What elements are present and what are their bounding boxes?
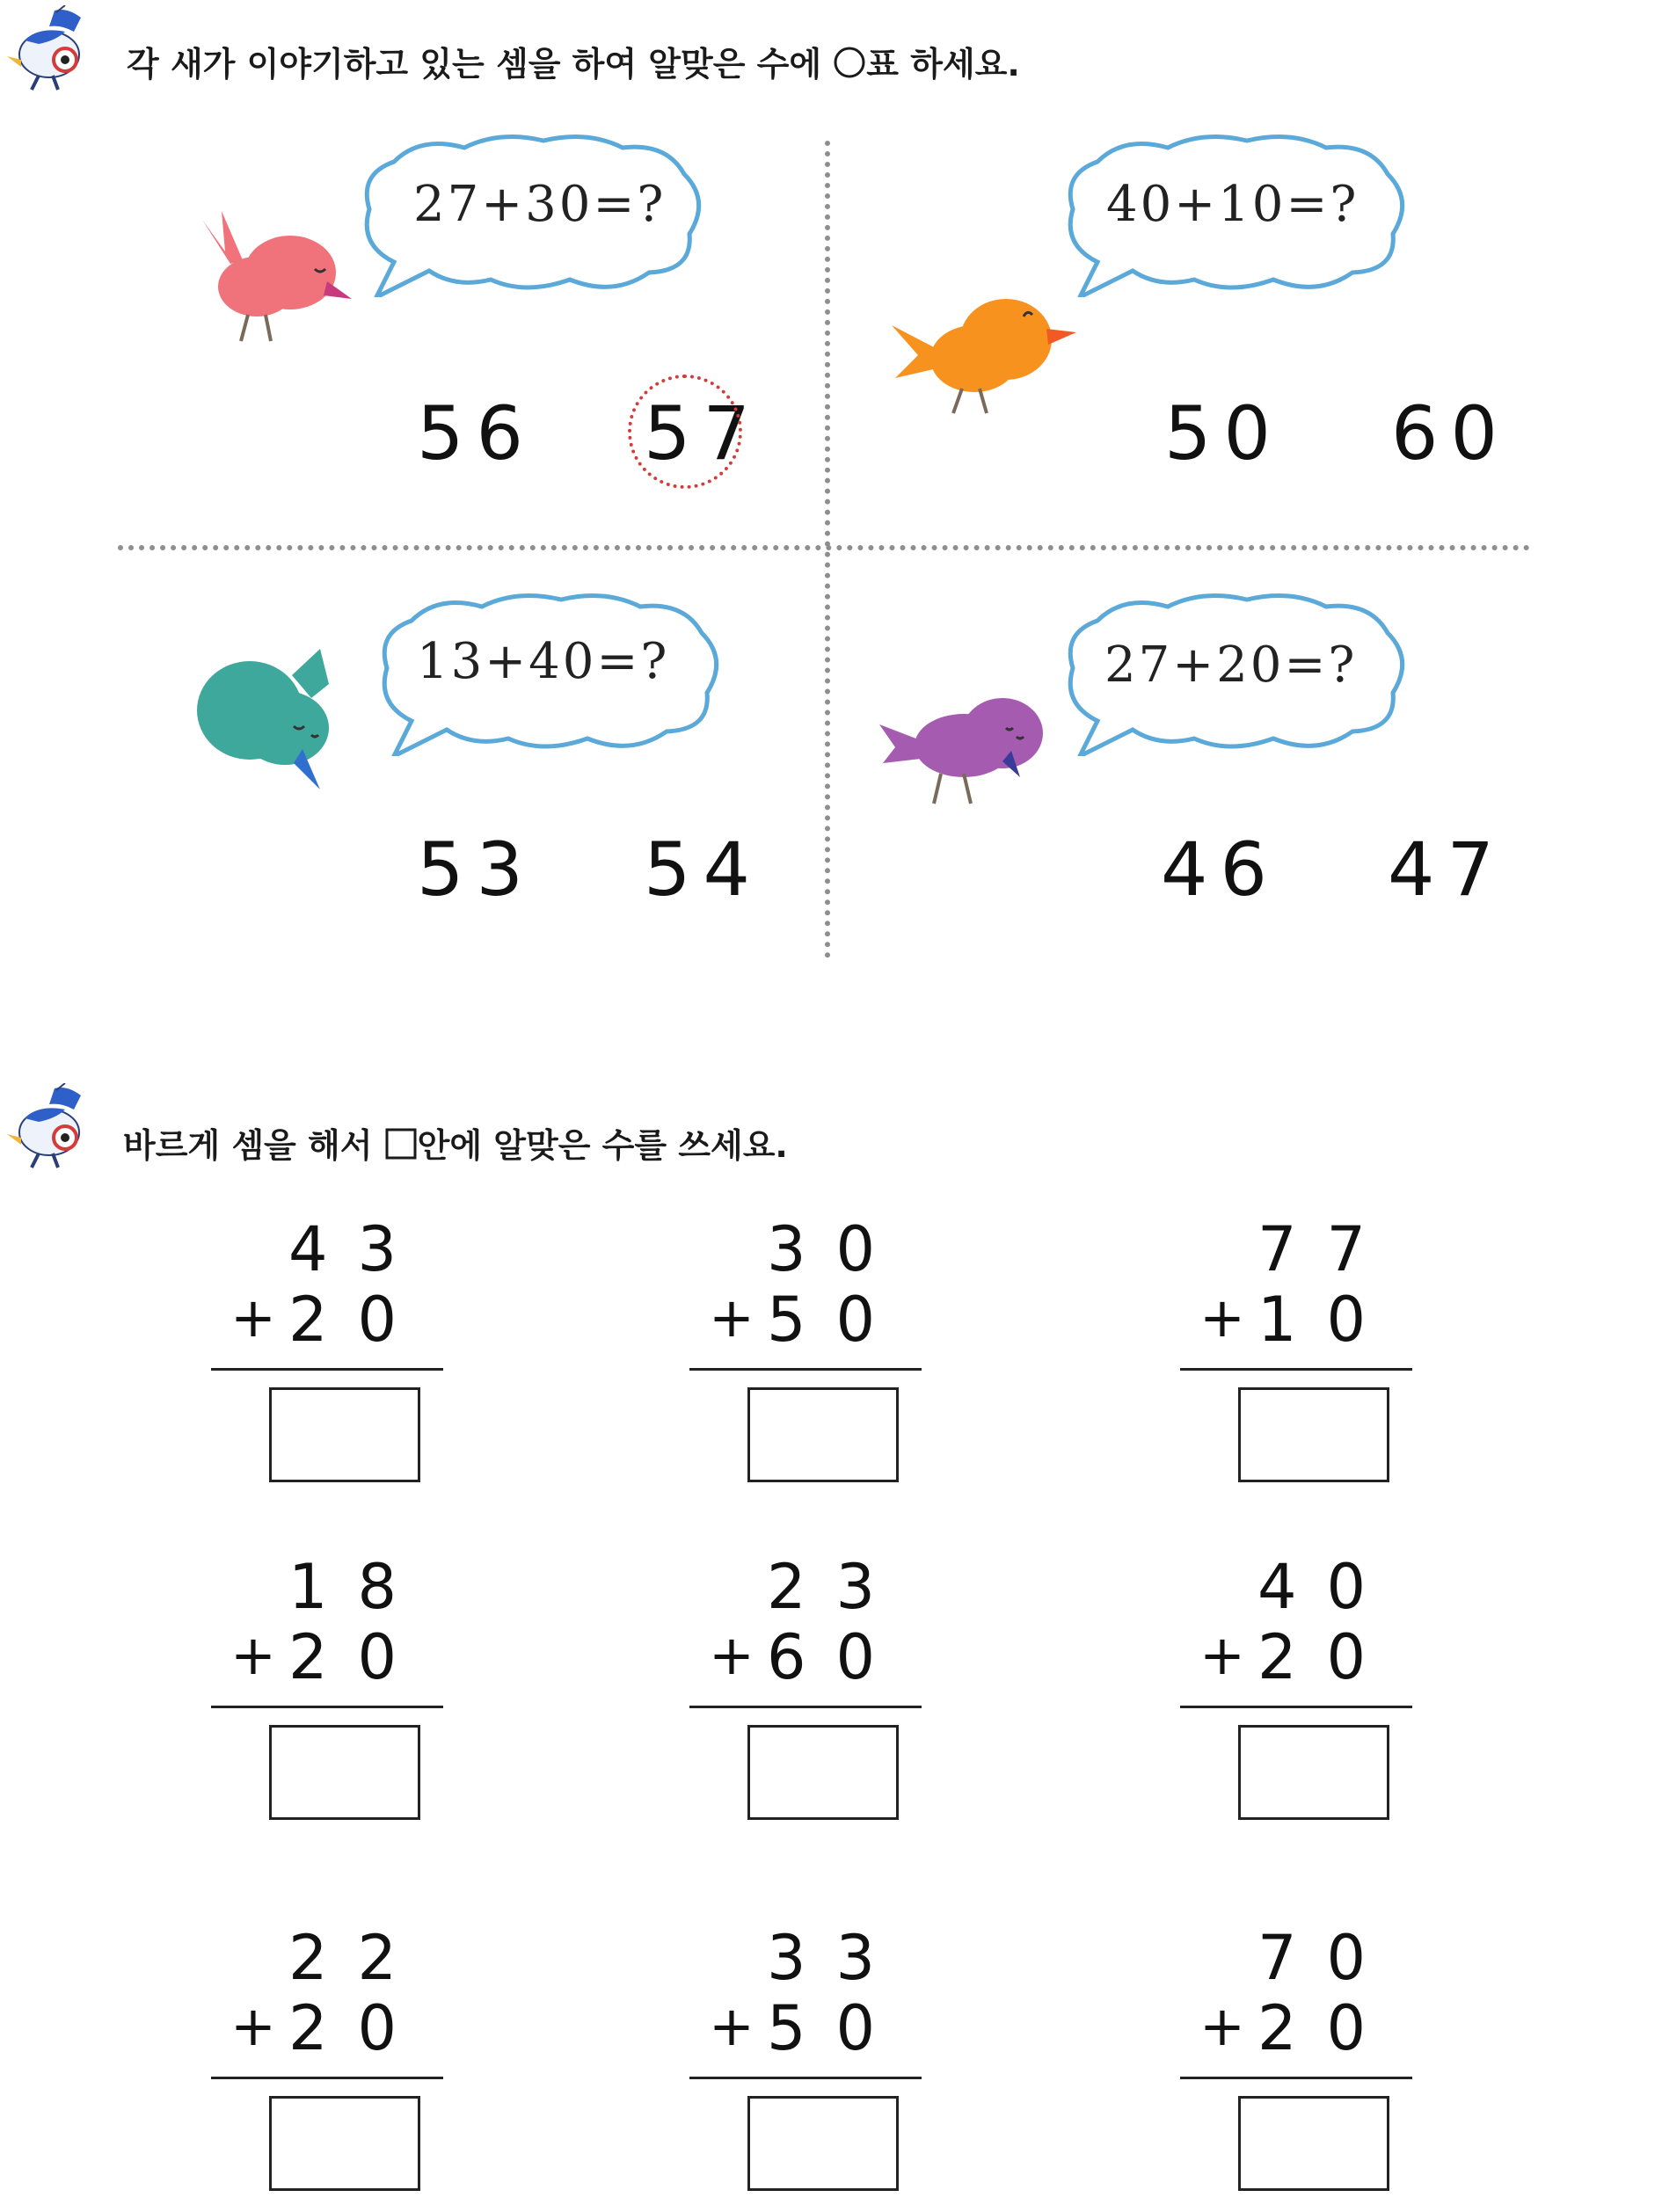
choice-q4-b[interactable]: 47 xyxy=(1388,826,1506,913)
plus-sign: + xyxy=(709,1623,754,1687)
sum-line xyxy=(1180,2077,1412,2079)
pink-bird-icon xyxy=(195,211,354,343)
addend-top: 33 xyxy=(767,1922,906,1994)
addend-top: 77 xyxy=(1257,1213,1396,1285)
choice-q4-a[interactable]: 46 xyxy=(1161,826,1279,913)
sum-line xyxy=(211,1706,443,1708)
instruction-text-part1: 바르게 셈을 해서 xyxy=(123,1126,384,1165)
bubble-equation-1: 27+30=? xyxy=(413,176,667,233)
addend-bottom: 10 xyxy=(1257,1284,1396,1356)
addition-problem xyxy=(689,1922,927,2212)
answer-box[interactable] xyxy=(269,1387,420,1482)
bubble-equation-2: 40+10=? xyxy=(1106,176,1359,233)
addition-problem xyxy=(689,1551,927,1841)
answer-circle-mark xyxy=(628,375,742,489)
addend-bottom: 20 xyxy=(288,1621,427,1693)
sum-line xyxy=(689,2077,922,2079)
choice-q1-b[interactable]: 57 xyxy=(644,390,762,477)
sum-line xyxy=(1180,1368,1412,1371)
section1-instruction xyxy=(127,37,1020,87)
addition-problem xyxy=(1180,1213,1418,1503)
choice-q2-b[interactable]: 60 xyxy=(1391,390,1510,477)
addend-bottom: 60 xyxy=(767,1621,906,1693)
teal-bird-icon xyxy=(188,631,338,789)
plus-sign: + xyxy=(709,1994,754,2058)
bird-mascot-icon xyxy=(4,1083,91,1171)
addition-problem xyxy=(211,1213,448,1503)
answer-box[interactable] xyxy=(269,2096,420,2191)
addition-problem xyxy=(211,1922,448,2212)
answer-box[interactable] xyxy=(1238,2096,1389,2191)
addition-problem xyxy=(1180,1922,1418,2212)
addend-top: 70 xyxy=(1257,1922,1396,1994)
sum-line xyxy=(689,1706,922,1708)
sum-line xyxy=(211,1368,443,1371)
sum-line xyxy=(689,1368,922,1371)
addend-top: 40 xyxy=(1257,1551,1396,1623)
addend-top: 30 xyxy=(767,1213,906,1285)
horizontal-divider xyxy=(118,545,1530,550)
addition-problem xyxy=(1180,1551,1418,1841)
answer-box[interactable] xyxy=(747,1387,899,1482)
bubble-equation-3: 13+40=? xyxy=(417,633,670,690)
answer-box[interactable] xyxy=(747,1725,899,1820)
choice-q1-a[interactable]: 56 xyxy=(417,390,536,477)
plus-sign: + xyxy=(1199,1994,1245,2058)
answer-box[interactable] xyxy=(1238,1387,1389,1482)
bubble-equation-4: 27+20=? xyxy=(1104,637,1358,694)
addend-bottom: 20 xyxy=(1257,1992,1396,2064)
plus-sign: + xyxy=(230,1623,276,1687)
sum-line xyxy=(211,2077,443,2079)
choice-q3-b[interactable]: 54 xyxy=(644,826,762,913)
bird-mascot-icon xyxy=(4,5,91,93)
plus-sign: + xyxy=(1199,1623,1245,1687)
addend-bottom: 20 xyxy=(288,1284,427,1356)
circle-outline-icon xyxy=(833,46,866,87)
addend-top: 18 xyxy=(288,1551,427,1623)
addend-bottom: 50 xyxy=(767,1992,906,2064)
plus-sign: + xyxy=(1199,1285,1245,1350)
plus-sign: + xyxy=(709,1285,754,1350)
plus-sign: + xyxy=(230,1285,276,1350)
instruction-text-part1: 각 새가 이야기하고 있는 셈을 하여 알맞은 수에 xyxy=(127,45,834,84)
instruction-text-part2: 안에 알맞은 수를 쓰세요. xyxy=(417,1126,788,1165)
orange-bird-icon xyxy=(892,287,1076,418)
plus-sign: + xyxy=(230,1994,276,2058)
addend-bottom: 20 xyxy=(1257,1621,1396,1693)
answer-box[interactable] xyxy=(747,2096,899,2191)
choice-q3-a[interactable]: 53 xyxy=(417,826,536,913)
addend-top: 22 xyxy=(288,1922,427,1994)
addend-top: 23 xyxy=(767,1551,906,1623)
choice-q2-a[interactable]: 50 xyxy=(1164,390,1283,477)
section2-instruction xyxy=(123,1118,788,1168)
square-outline-icon xyxy=(384,1127,418,1168)
addition-problem xyxy=(211,1551,448,1841)
addition-problem xyxy=(689,1213,927,1503)
instruction-text-part2: 표 하세요. xyxy=(866,45,1020,84)
addend-top: 43 xyxy=(288,1213,427,1285)
answer-box[interactable] xyxy=(269,1725,420,1820)
purple-bird-icon xyxy=(879,689,1055,812)
addend-bottom: 20 xyxy=(288,1992,427,2064)
addend-bottom: 50 xyxy=(767,1284,906,1356)
answer-box[interactable] xyxy=(1238,1725,1389,1820)
sum-line xyxy=(1180,1706,1412,1708)
